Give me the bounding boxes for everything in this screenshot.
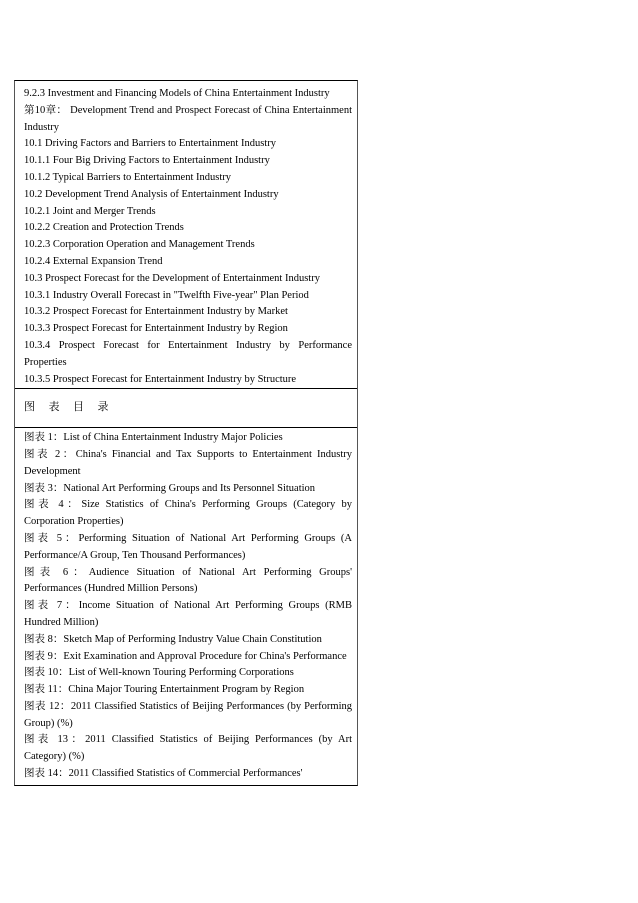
toc-entry-10-1-2: 10.1.2 Typical Barriers to Entertainment Industry	[24, 171, 231, 183]
figure-entry-10: 图表 10：List of Well-known Touring Performing Corporations	[24, 667, 294, 679]
toc-entry-10-3-5: 10.3.5 Prospect Forecast for Entertainment Industry by Structure	[24, 373, 297, 385]
toc-entry-9-2-3: 9.2.3 Investment and Financing Models of China Entertainment Industry	[24, 88, 330, 99]
toc-section	[15, 81, 357, 388]
figure-entry-3: 图表 3：National Art Performing Groups and Its Personnel Situation	[24, 482, 316, 494]
toc-entry-10-1-1: 10.1.1 Four Big Driving Factors to Entertainment Industry	[24, 155, 270, 167]
figure-entry-12: 图表 12：2011 Classified Statistics of Beijing Performances (by Performing Group) (%)	[24, 700, 352, 729]
toc-entry-10-3-1: 10.3.1 Industry Overall Forecast in "Twelfth Five-year" Plan Period	[24, 289, 309, 301]
figure-entry-5: 图表 5：Performing Situation of National Art Performing Groups (A Performance/A Group, Ten Thousand Performances)	[24, 532, 352, 561]
toc-entry-10-3: 10.3 Prospect Forecast for the Development of Entertainment Industry	[24, 272, 320, 284]
figure-entry-1: 图表 1：List of China Entertainment Industry Major Policies	[24, 432, 283, 444]
figure-entry-14: 图表 14：2011 Classified Statistics of Commercial Performances'	[24, 768, 303, 780]
toc-entry-10-2: 10.2 Development Trend Analysis of Entertainment Industry	[24, 188, 279, 200]
figures-heading: 图 表 目 录	[24, 400, 114, 414]
toc-entry-10-3-2: 10.3.2 Prospect Forecast for Entertainment Industry by Market	[24, 306, 288, 318]
figure-entry-9: 图表 9：Exit Examination and Approval Procedure for China's Performance	[24, 650, 347, 662]
figure-entry-2: 图表 2：China's Financial and Tax Supports to Entertainment Industry Development	[24, 448, 352, 477]
toc-entry-10-2-4: 10.2.4 External Expansion Trend	[24, 255, 163, 267]
toc-entry-10-3-4: 10.3.4 Prospect Forecast for Entertainment Industry by Performance Properties	[24, 339, 352, 368]
toc-entry-10-3-3: 10.3.3 Prospect Forecast for Entertainment Industry by Region	[24, 323, 288, 335]
document-table	[14, 80, 358, 786]
figure-entry-6: 图表 6：Audience Situation of National Art Performing Groups' Performances (Hundred Million Persons)	[24, 566, 352, 595]
toc-entry-10-2-1: 10.2.1 Joint and Merger Trends	[24, 205, 156, 217]
figure-entry-11: 图表 11：China Major Touring Entertainment Program by Region	[24, 684, 305, 696]
figure-entry-7: 图表 7：Income Situation of National Art Performing Groups (RMB Hundred Million)	[24, 600, 352, 628]
toc-entry-chapter-10: 第10章： Development Trend and Prospect Forecast of China Entertainment Industry	[24, 104, 352, 133]
figures-heading-cell	[15, 388, 357, 427]
figure-entry-8: 图表 8：Sketch Map of Performing Industry Value Chain Constitution	[24, 633, 322, 645]
figures-list	[15, 427, 357, 785]
toc-entry-10-2-2: 10.2.2 Creation and Protection Trends	[24, 222, 184, 234]
figure-entry-13: 图表 13：2011 Classified Statistics of Beijing Performances (by Art Category) (%)	[24, 734, 352, 763]
toc-entry-10-1: 10.1 Driving Factors and Barriers to Entertainment Industry	[24, 138, 276, 150]
figure-entry-4: 图表 4：Size Statistics of China's Performing Groups (Category by Corporation Properties)	[24, 499, 352, 528]
toc-entry-10-2-3: 10.2.3 Corporation Operation and Management Trends	[24, 239, 255, 251]
